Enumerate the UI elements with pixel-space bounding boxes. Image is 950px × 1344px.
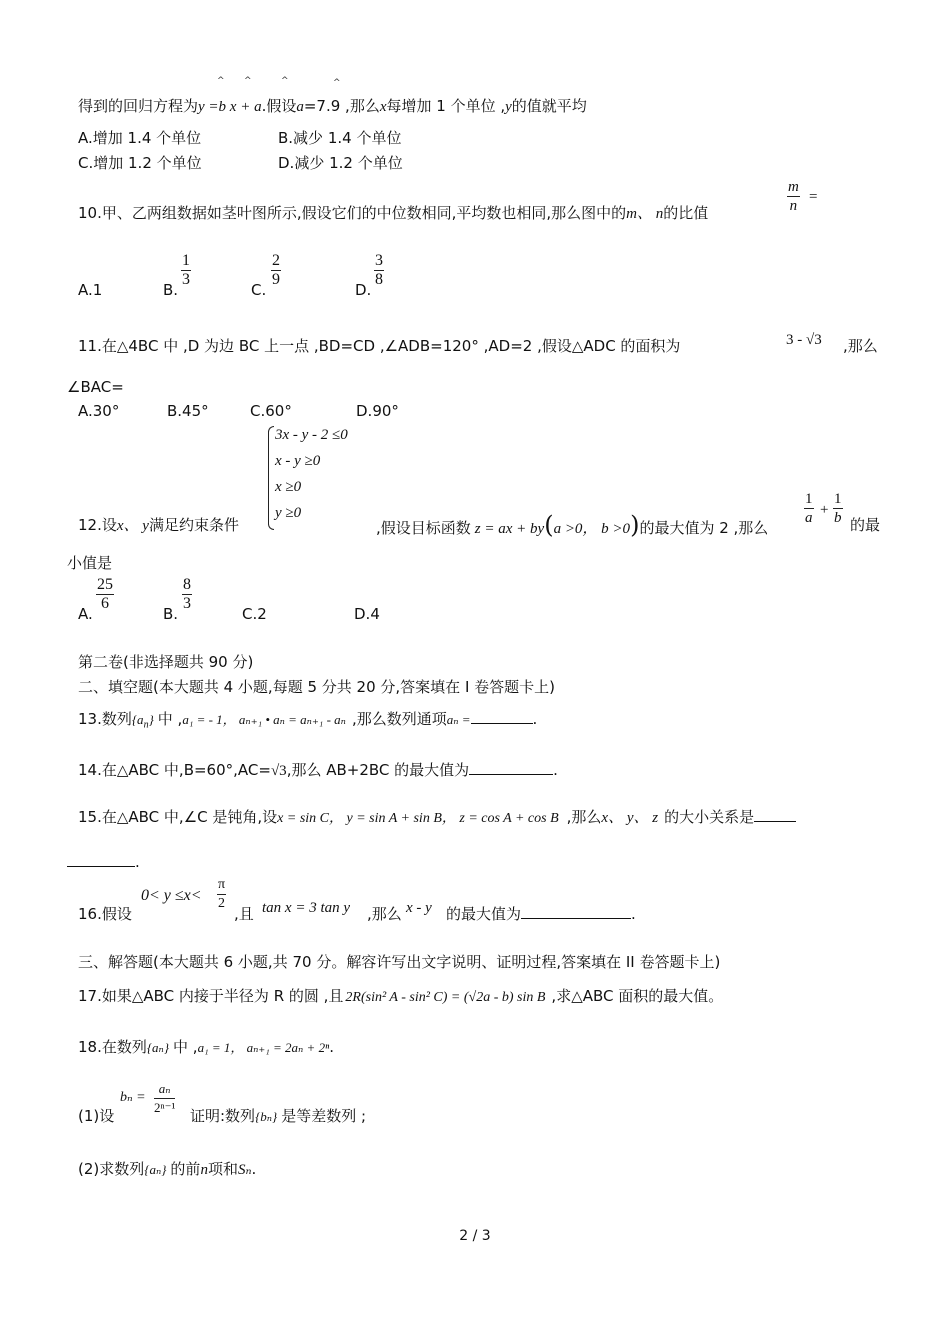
q12-frac2 [833, 490, 843, 527]
q10-suffix: 的比值 [663, 204, 709, 222]
q9-regression-equation: y =b x + a [198, 99, 262, 115]
q16-end: . [631, 905, 636, 923]
q10-text: 10.甲、乙两组数据如茎叶图所示,假设它们的中位数相同,平均数也相同,那么图中的 [78, 204, 627, 222]
page-number: 2 / 3 [459, 1228, 491, 1244]
q12-constraint-4: y ≥0 [275, 505, 302, 521]
q18-part2-end: . [251, 1160, 257, 1178]
q12-option-d: D.4 [354, 605, 380, 623]
q13-answer-blank[interactable] [471, 709, 533, 724]
q13-seq-close: } [148, 712, 154, 727]
part2-title: 第二卷(非选择题共 90 分) [78, 653, 254, 671]
q12-line2: 小值是 [67, 554, 113, 572]
q12-option-a-fraction [96, 576, 114, 613]
q9-hat-b: ^ [244, 76, 252, 86]
q12-frac1-num: 1 [805, 491, 813, 507]
q12-mid1: 满足约束条件 [148, 516, 239, 534]
q15-vars: x、 y、 z [601, 810, 659, 826]
q14-root: √3 [270, 763, 287, 779]
q11-area-value: 3 - √3 [786, 332, 822, 348]
q12-constraint-brace [268, 426, 274, 530]
q16-line-d [446, 904, 636, 924]
q15-answer-blank-2[interactable] [67, 852, 135, 867]
q10-option-c-label: C. [251, 281, 267, 299]
q10-vars: m、 n [626, 206, 664, 222]
q9-mid3: 每增加 1 个单位 , [386, 97, 506, 115]
q11-option-d: D.90° [356, 402, 399, 420]
q18-part2-s: Sₙ [237, 1162, 252, 1178]
q12-mid2: ,假设目标函数 [376, 519, 471, 537]
q18-end: . [329, 1038, 334, 1056]
q12-line [78, 515, 239, 536]
q10-option-b-label: B. [163, 281, 179, 299]
q13-seq-open: {a [131, 712, 144, 727]
q9-y: y [505, 99, 512, 115]
q11-text: 11.在△4BC 中 ,D 为边 BC 上一点 ,BD=CD ,∠ADB=120° ,AD=2 ,假设△ADC 的面积为 [78, 337, 681, 355]
q9-suffix: 的值就平均 [511, 97, 587, 115]
q9-hat-a2: ^ [333, 78, 341, 88]
q12-vars: x、 y [116, 518, 149, 534]
q12-option-a-num: 25 [97, 576, 113, 593]
q10-equals: = [809, 189, 818, 205]
q18-bn-num: aₙ [154, 1080, 175, 1099]
q18-condition: a₁ = 1， aₙ₊₁ = 2aₙ + 2ⁿ [197, 1040, 330, 1055]
q15-mid: ,那么 [566, 808, 602, 826]
q12-cond: a >0， b >0 [553, 521, 631, 537]
q10-option-d-label: D. [355, 281, 372, 299]
q16-prefix: 16.假设 [78, 905, 132, 923]
q9-hat-a: ^ [281, 76, 289, 86]
q16-line [78, 904, 132, 924]
q18-bn-fraction [154, 1080, 175, 1117]
q9-line [78, 96, 587, 117]
q13-mid2: ,那么数列通项 [351, 710, 447, 728]
q15-line [78, 807, 796, 829]
q12-frac1 [804, 490, 814, 527]
q12-frac1-den: a [805, 510, 813, 526]
q18-part2-n: n [200, 1162, 208, 1178]
q10-line [78, 203, 708, 224]
q17-line [78, 986, 723, 1008]
q11-option-a: A.30° [78, 402, 120, 420]
q13-end: . [532, 710, 538, 728]
q18-mid: 中 , [173, 1038, 198, 1056]
q9-mid1: .假设 [261, 97, 297, 115]
q15-defs: x = sin C， y = sin A + sin B， z = cos A + cos B [277, 811, 559, 826]
q18-part1-line [190, 1106, 366, 1127]
q10-option-d-den: 8 [375, 271, 383, 288]
q18-part2-prefix: (2)求数列 [78, 1160, 145, 1178]
q16-expr: x - y [406, 900, 432, 916]
q14-suffix: ,那么 AB+2BC 的最大值为 [286, 761, 470, 779]
q12-objective: z = ax + by [474, 521, 545, 537]
q10-option-b-num: 1 [182, 252, 190, 269]
q12-constraint-2: x - y ≥0 [275, 453, 321, 469]
q9-mid2: =7.9 ,那么 [303, 97, 380, 115]
q12-option-b-fraction [182, 576, 192, 613]
q16-mid2: ,那么 [367, 905, 402, 923]
part2-section-heading: 二、填空题(本大题共 4 小题,每题 5 分共 20 分,答案填在 I 卷答题卡上) [78, 678, 555, 696]
q12-option-c: C.2 [242, 605, 267, 623]
q15-suffix: 的大小关系是 [664, 808, 755, 826]
q16-two: 2 [218, 896, 226, 911]
q18-part2-mid2: 项和 [207, 1160, 238, 1178]
q16-line-b [234, 904, 254, 924]
q12-frac2-num: 1 [834, 491, 842, 507]
q14-end: . [553, 761, 558, 779]
q12-paren-open: ( [544, 511, 554, 539]
q18-part1-mid: 证明:数列 [190, 1107, 256, 1125]
q16-range: 0< y ≤x< [141, 887, 202, 904]
q11-option-b: B.45° [167, 402, 209, 420]
q13-condition: a₁ = - 1， aₙ₊₁ • aₙ = aₙ₊₁ - aₙ [182, 712, 346, 727]
q12-constraint-1: 3x - y - 2 ≤0 [275, 427, 348, 443]
q18-bn: bₙ = [120, 1090, 146, 1105]
q18-part2-mid: 的前 [170, 1160, 201, 1178]
q16-mid1: ,且 [234, 905, 254, 923]
q12-frac2-den: b [834, 510, 842, 526]
q11-line [78, 336, 680, 356]
q9-option-b: B.减少 1.4 个单位 [278, 129, 402, 147]
q12-option-a-den: 6 [101, 595, 109, 612]
q10-option-b-fraction [181, 252, 191, 289]
q13-line [78, 709, 537, 736]
q10-option-a: A.1 [78, 281, 103, 299]
q14-line [78, 760, 558, 781]
q15-prefix: 15.在△ABC 中,∠C 是钝角,设 [78, 808, 278, 826]
q12-paren-close: ) [630, 511, 640, 539]
q13-an: aₙ = [446, 712, 471, 727]
q10-ratio-den: n [789, 198, 798, 214]
q18-line [78, 1037, 334, 1058]
q10-option-d-fraction [374, 252, 384, 289]
q10-option-c-num: 2 [272, 252, 280, 269]
q12-option-b-den: 3 [183, 595, 191, 612]
q12-plus: + [820, 502, 829, 518]
q18-bn-den: 2ⁿ⁻¹ [154, 1100, 176, 1115]
q14-answer-blank[interactable] [469, 760, 553, 775]
q16-suffix: 的最大值为 [446, 905, 522, 923]
q18-part1-suffix: 是等差数列 ; [281, 1107, 367, 1125]
q11-line2: ∠BAC= [67, 378, 124, 396]
q18-seq: {aₙ} [146, 1040, 170, 1055]
q12-option-b-label: B. [163, 605, 179, 623]
q18-part1-seq: {bₙ} [255, 1109, 278, 1124]
q9-hat-y: ^ [217, 76, 225, 86]
q17-suffix: ,求△ABC 面积的最大值。 [551, 987, 724, 1005]
q14-prefix: 14.在△ABC 中,B=60°,AC= [78, 761, 271, 779]
q9-prefix: 得到的回归方程为 [78, 97, 199, 115]
q15-end: . [135, 853, 140, 871]
q16-pi: π [217, 876, 226, 895]
q18-part2-line [78, 1159, 256, 1180]
part3-section-heading: 三、解答题(本大题共 6 小题,共 70 分。解容许写出文字说明、证明过程,答案填在 II 卷答题卡上) [78, 953, 721, 971]
q11-option-c: C.60° [250, 402, 292, 420]
q18-part1-prefix: (1)设 [78, 1107, 115, 1125]
q9-a-hat: a [296, 99, 304, 115]
q9-option-c: C.增加 1.2 个单位 [78, 154, 202, 172]
q17-prefix: 17.如果△ABC 内接于半径为 R 的圆 ,且 [78, 987, 344, 1005]
q12-option-a-label: A. [78, 605, 93, 623]
q18-part2-seq: {aₙ} [144, 1162, 167, 1177]
q16-cond: tan x = 3 tan y [262, 900, 351, 916]
q10-ratio-num: m [788, 179, 799, 195]
q12-line-b [376, 511, 769, 539]
q16-line-c [367, 904, 402, 924]
q16-pi-half [217, 876, 226, 913]
q10-ratio-fraction [787, 178, 800, 215]
q9-option-d: D.减少 1.2 个单位 [278, 154, 403, 172]
q10-option-b-den: 3 [182, 271, 190, 288]
q10-option-d-num: 3 [375, 252, 383, 269]
q16-answer-blank[interactable] [521, 904, 631, 919]
q17-equation: 2R(sin² A - sin² C) = (√2a - b) sin B [345, 990, 546, 1005]
q11-suffix: ,那么 [843, 337, 878, 355]
q18-prefix: 18.在数列 [78, 1038, 147, 1056]
q13-prefix: 13.数列 [78, 710, 132, 728]
q10-option-c-fraction [271, 252, 281, 289]
q12-suffix: 的最 [850, 516, 881, 534]
q13-seq [131, 712, 154, 731]
q15-line2 [67, 852, 140, 872]
q13-seq-sub: n [143, 719, 149, 731]
q12-constraint-3: x ≥0 [275, 479, 302, 495]
q9-option-a: A.增加 1.4 个单位 [78, 129, 202, 147]
q12-mid3: 的最大值为 2 ,那么 [639, 519, 769, 537]
q13-mid1: 中 , [157, 710, 183, 728]
q12-option-b-num: 8 [183, 576, 191, 593]
q9-x: x [379, 99, 387, 115]
q10-option-c-den: 9 [272, 271, 280, 288]
q12-prefix: 12.设 [78, 516, 117, 534]
q15-answer-blank-1[interactable] [754, 807, 796, 822]
